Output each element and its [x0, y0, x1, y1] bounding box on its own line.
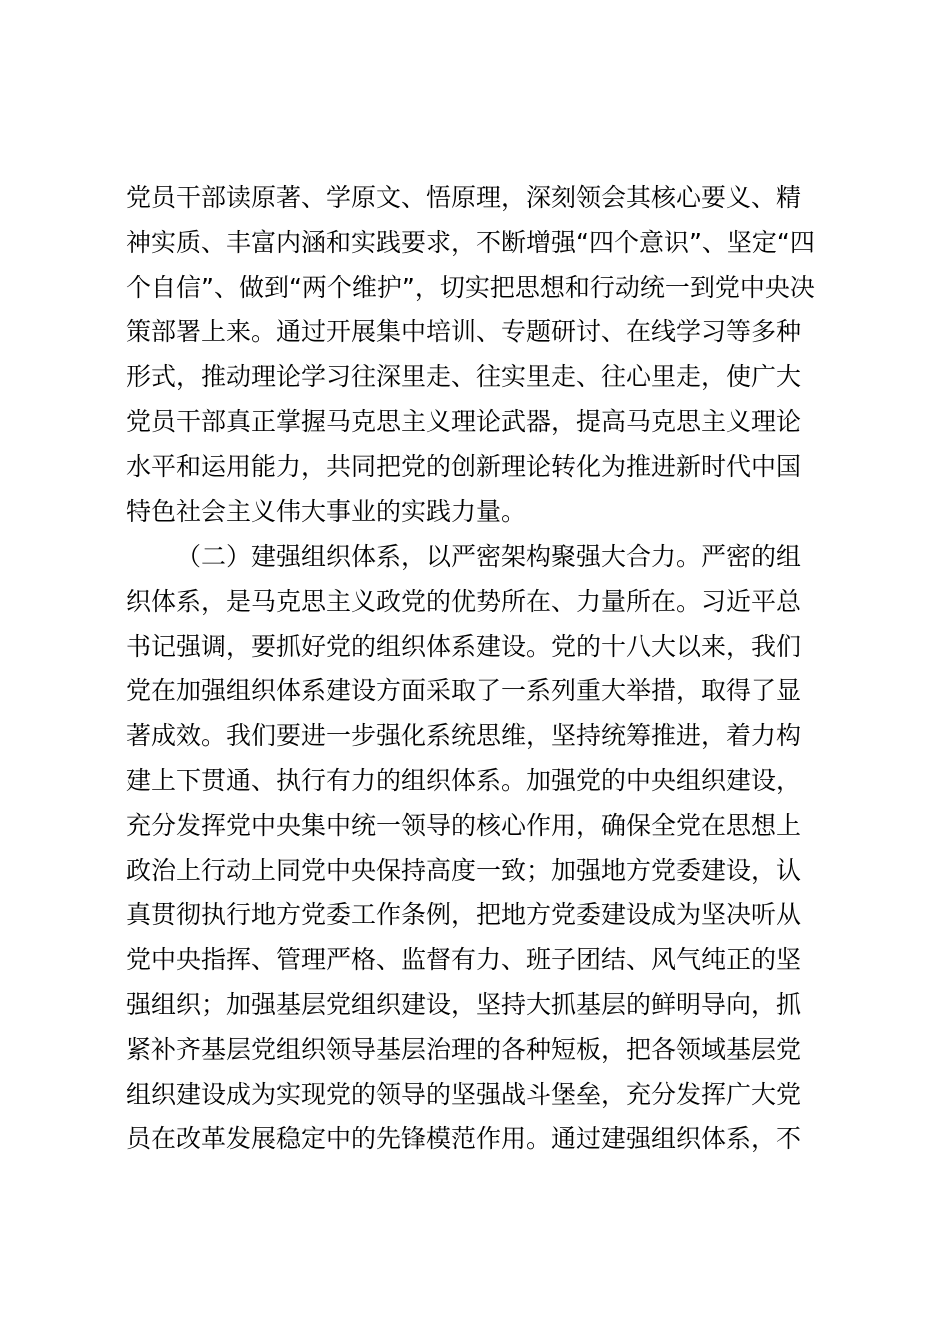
text-line: 充分发挥党中央集中统一领导的核心作用，确保全党在思想上 [126, 810, 802, 840]
text-line: 党员干部真正掌握马克思主义理论武器，提高马克思主义理论 [126, 406, 802, 436]
text-line: 水平和运用能力，共同把党的创新理论转化为推进新时代中国 [126, 451, 802, 481]
section-heading-line: （二）建强组织体系，以严密架构聚强大合力。严密的组 [176, 542, 802, 571]
text-line: 党员干部读原著、学原文、悟原理，深刻领会其核心要义、精 [126, 183, 802, 212]
text-line: 书记强调，要抓好党的组织体系建设。党的十八大以来，我们 [126, 631, 802, 661]
text-line: 策部署上来。通过开展集中培训、专题研讨、在线学习等多种 [126, 317, 802, 347]
text-line: 党中央指挥、管理严格、监督有力、班子团结、风气纯正的坚 [126, 945, 802, 975]
text-line: 建上下贯通、执行有力的组织体系。加强党的中央组织建设， [126, 765, 802, 795]
text-line: 员在改革发展稳定中的先锋模范作用。通过建强组织体系，不 [126, 1124, 802, 1154]
text-line: 党在加强组织体系建设方面采取了一系列重大举措，取得了显 [126, 676, 802, 706]
text-line: 著成效。我们要进一步强化系统思维，坚持统筹推进，着力构 [126, 721, 802, 751]
text-line: 神实质、丰富内涵和实践要求，不断增强“四个意识”、坚定“四 [126, 227, 815, 257]
text-line: 特色社会主义伟大事业的实践力量。 [126, 496, 527, 526]
paragraph-continued [126, 176, 826, 534]
text-line: 个自信”、做到“两个维护”，切实把思想和行动统一到党中央决 [126, 272, 815, 302]
text-line: 紧补齐基层党组织领导基层治理的各种短板，把各领域基层党 [126, 1034, 802, 1064]
text-line: 强组织；加强基层党组织建设，坚持大抓基层的鲜明导向，抓 [126, 989, 802, 1019]
paragraph-section-two [126, 535, 826, 1162]
text-line: 形式，推动理论学习往深里走、往实里走、往心里走，使广大 [126, 362, 802, 392]
text-line: 真贯彻执行地方党委工作条例，把地方党委建设成为坚决听从 [126, 900, 802, 930]
text-line: 织体系，是马克思主义政党的优势所在、力量所在。习近平总 [126, 586, 802, 616]
text-line: 组织建设成为实现党的领导的坚强战斗堡垒，充分发挥广大党 [126, 1079, 802, 1109]
text-line: 政治上行动上同党中央保持高度一致；加强地方党委建设，认 [126, 855, 802, 885]
